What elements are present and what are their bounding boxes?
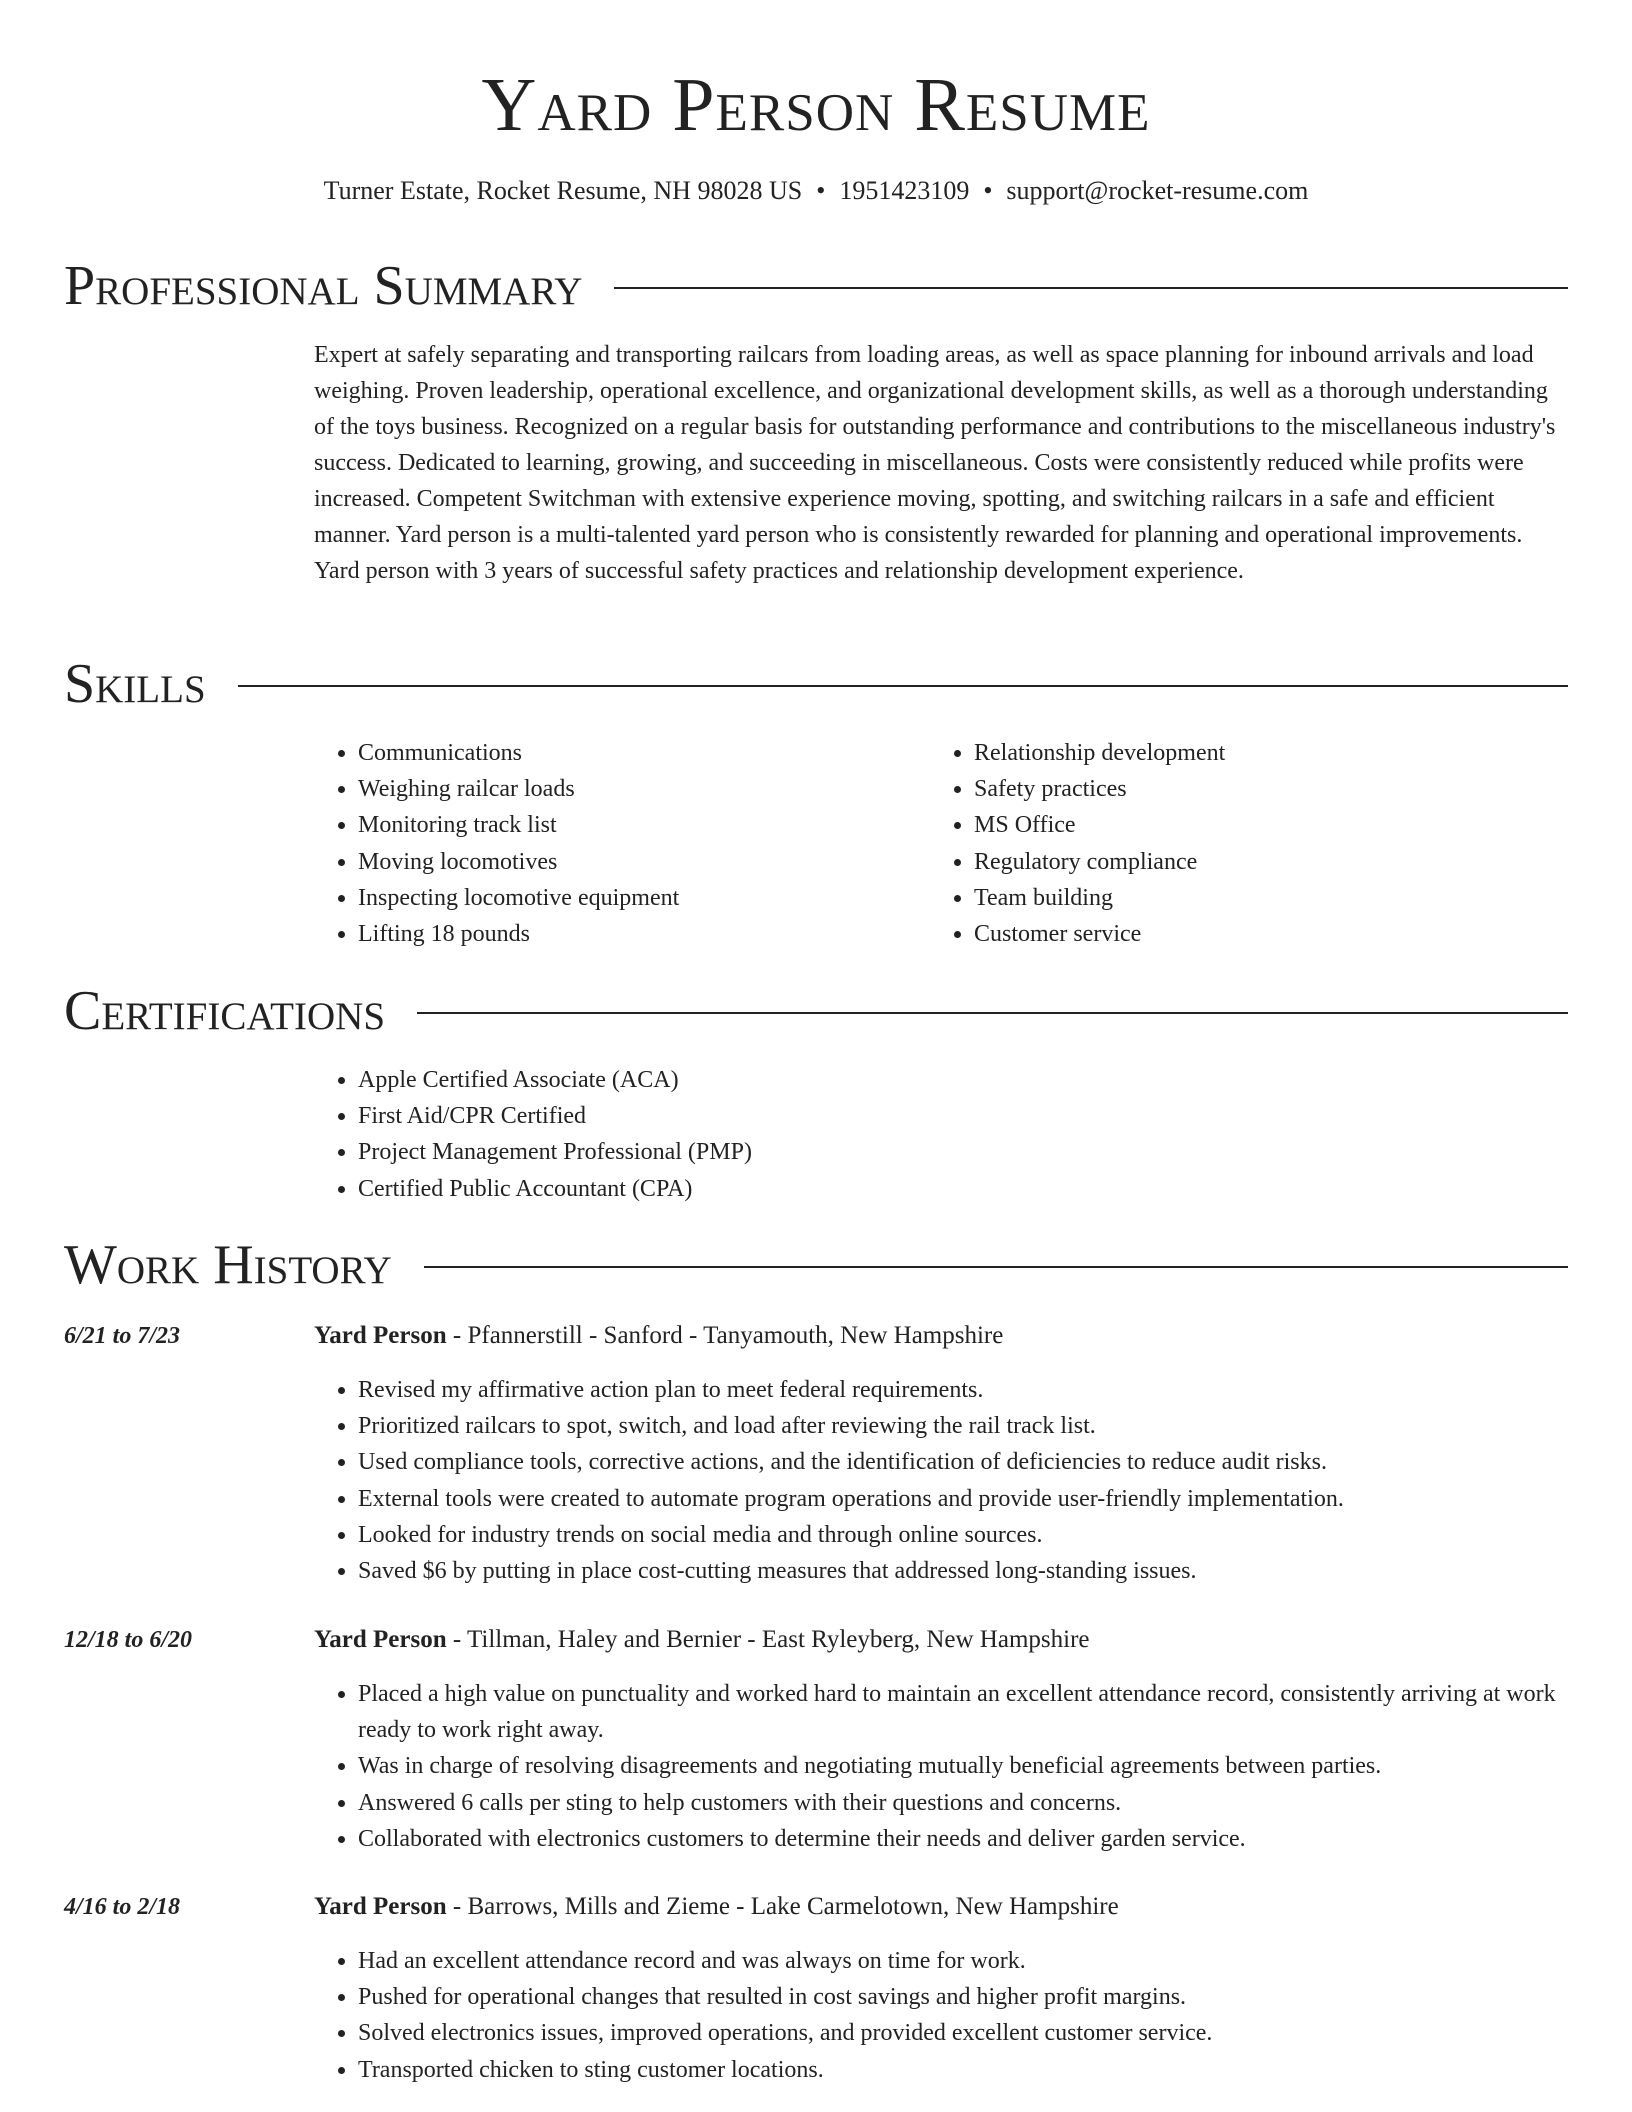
summary-heading: Professional Summary <box>64 255 583 317</box>
job-title: Yard Person <box>314 1893 447 1920</box>
job-duties <box>314 1372 1566 1589</box>
skill-item: • Inspecting locomotive equipment <box>358 880 914 916</box>
skills-heading: Skills <box>64 653 206 715</box>
job-duty-item: • Prioritized railcars to spot, switch, and load after reviewing the rail track list. <box>358 1408 1566 1444</box>
certification-item: • Apple Certified Associate (ACA) <box>358 1062 1566 1098</box>
job-employer: - Pfannerstill - Sanford - Tanyamouth, New Hampshire <box>446 1322 1004 1349</box>
skill-item: • Regulatory compliance <box>974 844 1550 880</box>
certification-item: • First Aid/CPR Certified <box>358 1098 1566 1134</box>
contact-email[interactable]: support@rocket-resume.com <box>1006 176 1309 205</box>
skill-item: • Weighing railcar loads <box>358 771 914 807</box>
job-duty-item: • Transported chicken to sting customer locations. <box>358 2052 1566 2088</box>
job-heading <box>314 1889 1119 1925</box>
contact-phone[interactable]: 1951423109 <box>839 176 970 205</box>
job-dates: 4/16 to 2/18 <box>64 1894 181 1920</box>
certification-item: • Certified Public Accountant (CPA) <box>358 1171 1566 1207</box>
skill-item: • Monitoring track list <box>358 807 914 843</box>
certifications-heading: Certifications <box>64 980 386 1042</box>
skill-item: • Team building <box>974 880 1550 916</box>
job-employer: - Tillman, Haley and Bernier - East Ryleyberg, New Hampshire <box>446 1626 1090 1653</box>
skill-item: • Relationship development <box>974 735 1550 771</box>
job-dates: 12/18 to 6/20 <box>64 1627 193 1653</box>
job-employer: - Barrows, Mills and Zieme - Lake Carmelotown, New Hampshire <box>446 1893 1119 1920</box>
job-heading <box>314 1318 1003 1354</box>
skill-item: • Customer service <box>974 916 1550 952</box>
skills-left-column <box>314 735 914 952</box>
resume-title: Yard Person Resume <box>481 63 1151 147</box>
summary-section-header <box>64 254 1568 318</box>
job-dates: 6/21 to 7/23 <box>64 1323 181 1349</box>
job-duty-item: • Looked for industry trends on social media and through online sources. <box>358 1517 1566 1553</box>
job-title: Yard Person <box>314 1322 447 1349</box>
contact-address: Turner Estate, Rocket Resume, NH 98028 US <box>323 176 803 205</box>
job-duty-item: • Had an excellent attendance record and was always on time for work. <box>358 1943 1566 1979</box>
section-divider <box>424 1266 1568 1268</box>
section-divider <box>417 1012 1568 1014</box>
job-duties <box>314 1676 1566 1857</box>
job-duty-item: • Pushed for operational changes that resulted in cost savings and higher profit margins. <box>358 1979 1566 2015</box>
summary-text: Expert at safely separating and transporting railcars from loading areas, as well as space planning for inbound arrivals and load weighing. Proven leadership, operational excellence, and organizational development skills, as well as a thorough understanding of the toys business. Recognized on a regular basis for outstanding performance and contributions to the miscellaneous industry's success. Dedicated to learning, growing, and succeeding in miscellaneous. Costs were consistently reduced while profits were increased. Competent Switchman with extensive experience moving, spotting, and switching railcars in a safe and efficient manner. Yard person is a multi-talented yard person who is consistently rewarded for planning and operational improvements. Yard person with 3 years of successful safety practices and relationship development experience. <box>314 342 1556 584</box>
contact-separator: • <box>816 176 826 205</box>
section-divider <box>614 287 1568 289</box>
job-duty-item: • Was in charge of resolving disagreements and negotiating mutually beneficial agreements between parties. <box>358 1748 1566 1784</box>
job-duty-item: • Saved $6 by putting in place cost-cutting measures that addressed long-standing issues. <box>358 1553 1566 1589</box>
job-duty-item: • Solved electronics issues, improved operations, and provided excellent customer service. <box>358 2015 1566 2051</box>
certification-item: • Project Management Professional (PMP) <box>358 1134 1566 1170</box>
contact-separator: • <box>983 176 993 205</box>
skill-item: • Lifting 18 pounds <box>358 916 914 952</box>
certifications-section-header <box>64 979 1568 1043</box>
job-title: Yard Person <box>314 1626 447 1653</box>
job-duty-item: • External tools were created to automate program operations and provide user-friendly implementation. <box>358 1481 1566 1517</box>
skill-item: • Moving locomotives <box>358 844 914 880</box>
skill-item: • Safety practices <box>974 771 1550 807</box>
skill-item: • MS Office <box>974 807 1550 843</box>
job-heading <box>314 1622 1090 1658</box>
job-duty-item: • Revised my affirmative action plan to meet federal requirements. <box>358 1372 1566 1408</box>
section-divider <box>238 685 1568 687</box>
skills-section-header <box>64 652 1568 716</box>
contact-line <box>0 174 1632 208</box>
job-duty-item: • Answered 6 calls per sting to help customers with their questions and concerns. <box>358 1785 1566 1821</box>
job-duties <box>314 1943 1566 2088</box>
job-duty-item: • Placed a high value on punctuality and worked hard to maintain an excellent attendance record, consistently arriving at work ready to work right away. <box>358 1676 1566 1748</box>
skill-item: • Communications <box>358 735 914 771</box>
work-history-heading: Work History <box>64 1234 392 1296</box>
work-history-section-header <box>64 1233 1568 1297</box>
job-duty-item: • Used compliance tools, corrective actions, and the identification of deficiencies to reduce audit risks. <box>358 1444 1566 1480</box>
job-duty-item: • Collaborated with electronics customers to determine their needs and deliver garden service. <box>358 1821 1566 1857</box>
certifications-list <box>314 1062 1566 1207</box>
skills-right-column <box>930 735 1550 952</box>
